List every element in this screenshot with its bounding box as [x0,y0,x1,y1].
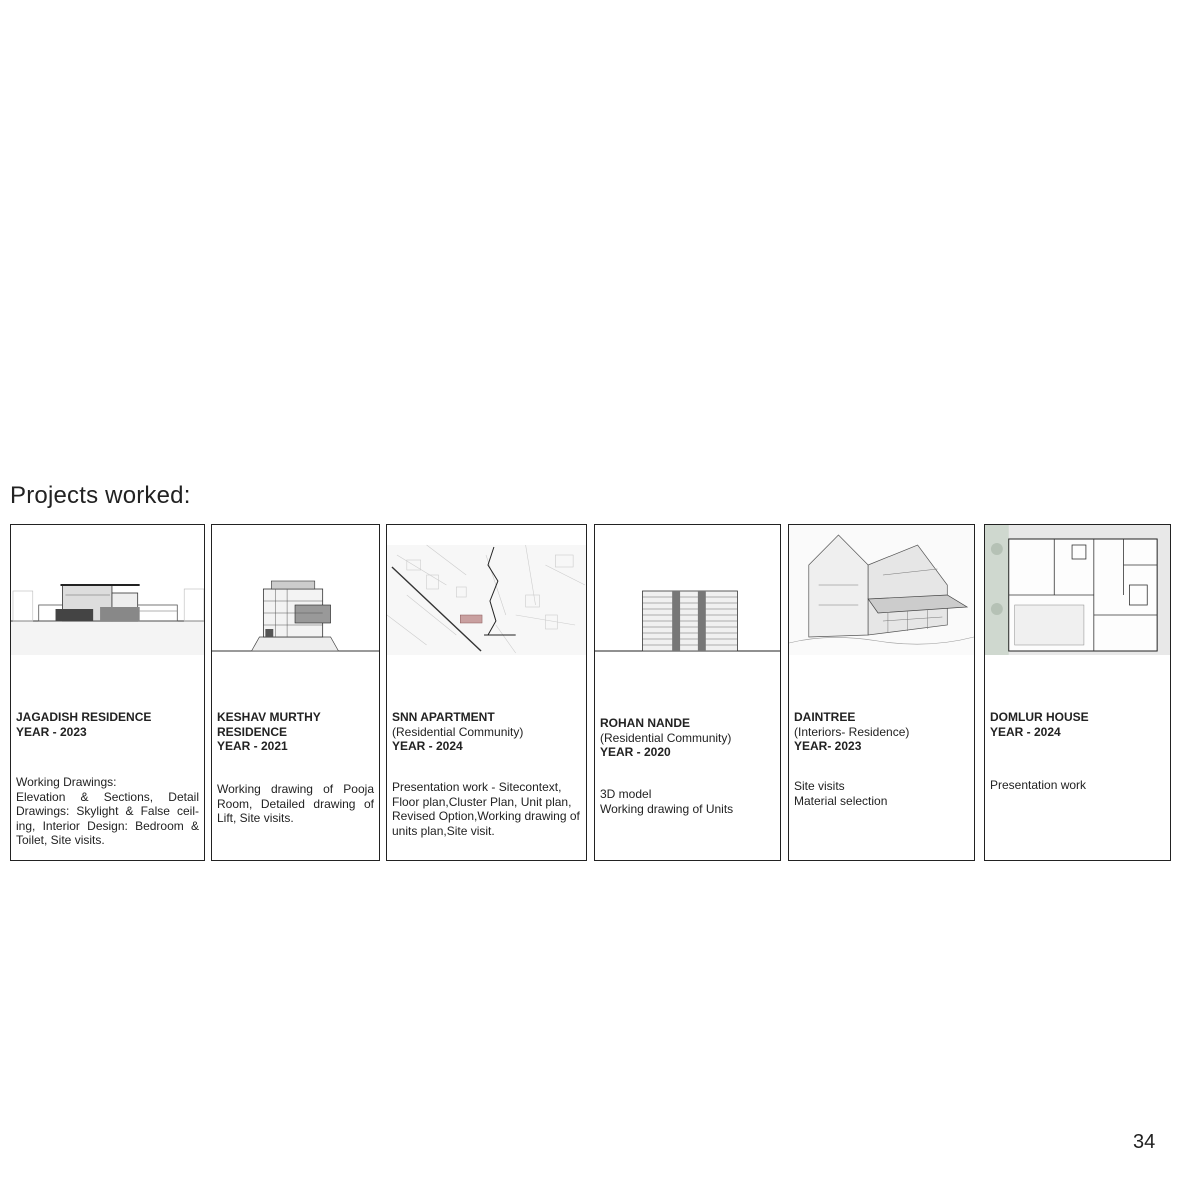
project-name-line-2: RESIDENCE [217,724,288,739]
project-card-daintree [788,524,975,861]
project-description-line: Working Drawings: [16,775,117,789]
project-description: Working drawing of Pooja Room, Detailed drawing of Lift, Site visits. [217,782,374,825]
floor-plan-image [985,525,1170,655]
project-subtitle: (Interiors- Residence) [794,724,910,739]
elevation-drawing-image [212,525,379,655]
project-year: YEAR- 2023 [794,739,862,753]
project-subtitle: (Residential Community) [600,730,732,745]
project-description: Presentation work [990,778,1087,792]
project-name: KESHAV MURTHY [217,710,321,724]
site-context-map-image [387,525,586,655]
project-year: YEAR - 2020 [600,745,671,759]
elevation-drawing-image [11,525,204,655]
perspective-sketch-image [789,525,974,655]
tower-elevation-image [595,525,780,655]
project-card-rohan-nande [594,524,781,861]
project-subtitle: (Residential Community) [392,724,524,739]
page-title: Projects worked: [10,482,191,509]
project-description: Presentation work - Sitecontext, Floor plan,Cluster Plan, Unit plan, Revised Option,Working drawing of units plan,Site visit. [392,780,580,838]
project-card-snn-apartment [386,524,587,861]
project-name: JAGADISH RESIDENCE [16,710,152,724]
project-card-keshav-murthy [211,524,380,861]
project-name: SNN APARTMENT [392,710,495,724]
page-number: 34 [1133,1131,1156,1153]
project-card-domlur-house [984,524,1171,861]
project-description: Elevation & Sections, Detail Drawings: Skylight & False ceil-ing, Interior Design: Bedroom & Toilet, Site visits. [16,789,199,847]
project-description-line: 3D model [600,787,652,801]
project-year: YEAR - 2024 [990,724,1061,739]
project-name: ROHAN NANDE [600,716,690,730]
project-description-line: Material selection [794,793,888,808]
project-name: DAINTREE [794,710,856,724]
project-description-line: Site visits [794,779,845,793]
project-year: YEAR - 2021 [217,739,288,753]
project-year: YEAR - 2024 [392,739,463,753]
project-year: YEAR - 2023 [16,724,87,739]
project-name: DOMLUR HOUSE [990,710,1089,724]
project-card-jagadish [10,524,205,861]
project-description-line: Working drawing of Units [600,801,734,816]
